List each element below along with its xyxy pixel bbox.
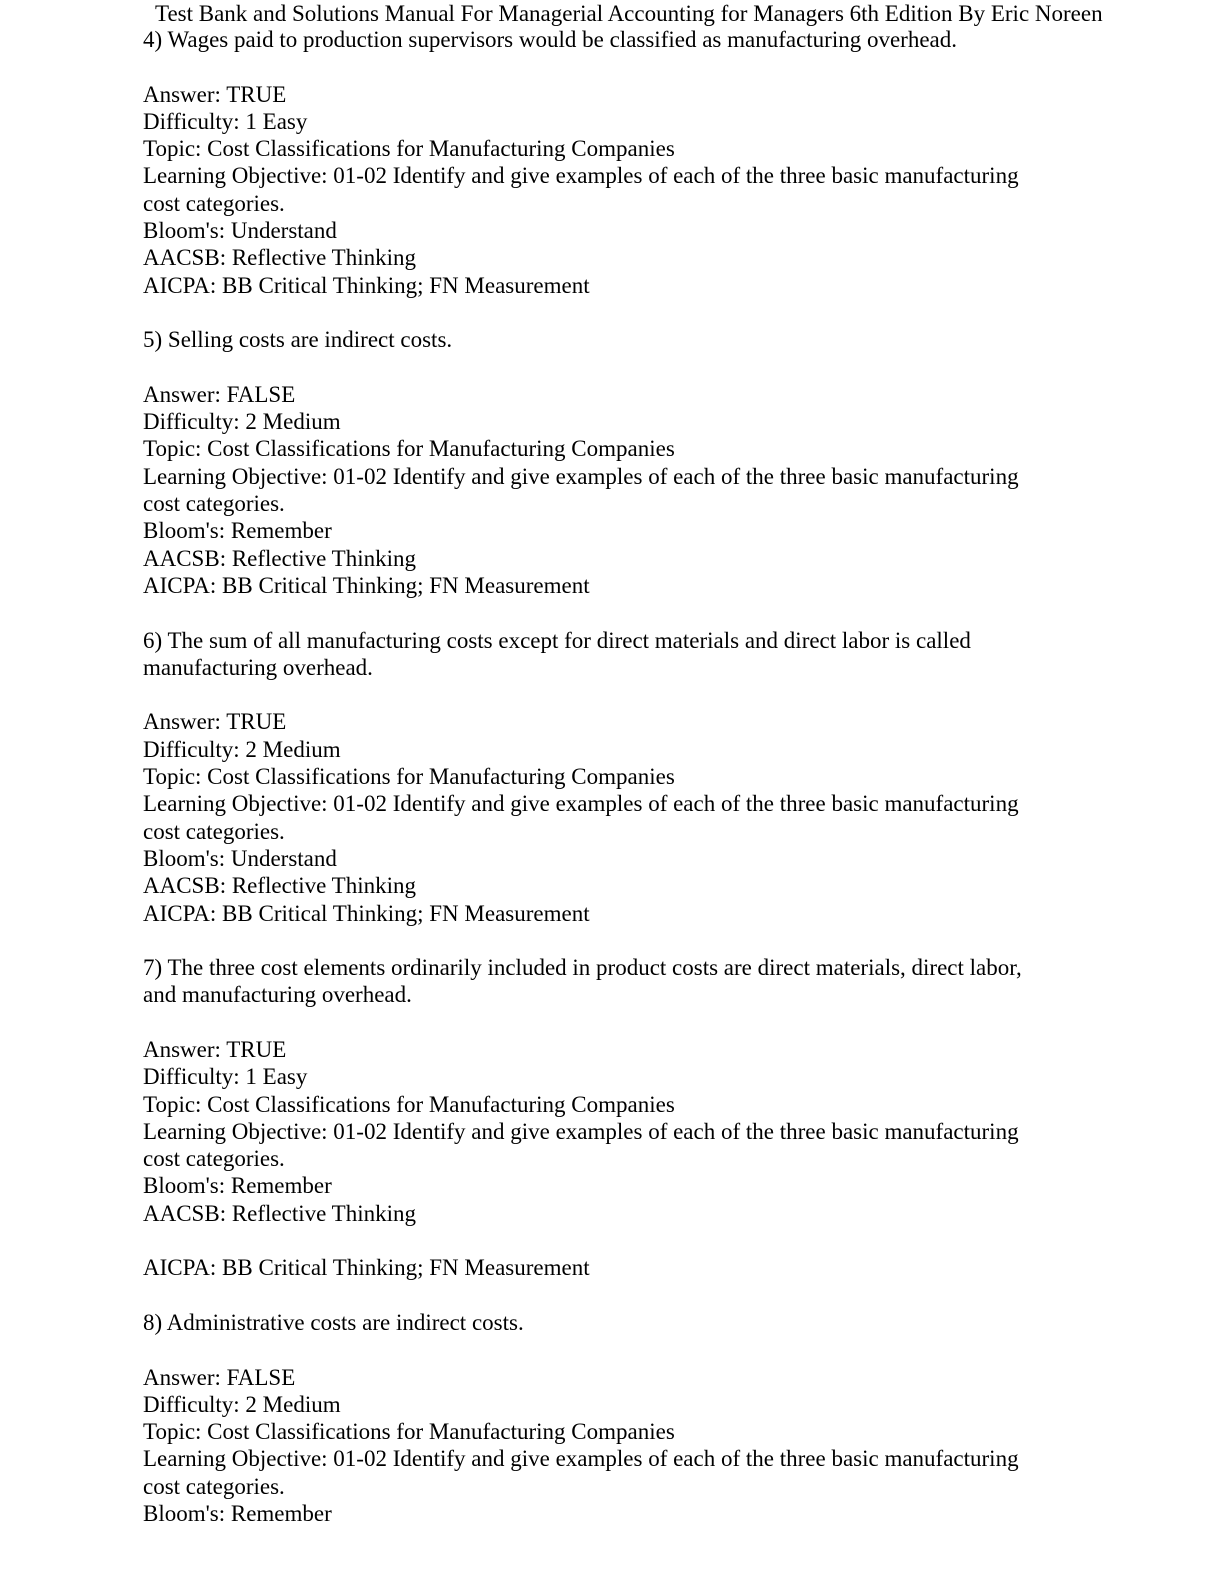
topic-line: Topic: Cost Classifications for Manufacturing Companies	[143, 1091, 675, 1117]
learning-objective-continuation: cost categories.	[143, 1473, 285, 1499]
learning-objective-continuation: cost categories.	[143, 190, 285, 216]
learning-objective-continuation: cost categories.	[143, 491, 285, 517]
spacer	[143, 1227, 1143, 1254]
topic-line: Topic: Cost Classifications for Manufacturing Companies	[143, 436, 675, 462]
answer-line: Answer: FALSE	[143, 381, 296, 407]
aacsb-line: AACSB: Reflective Thinking	[143, 245, 417, 271]
aacsb-line: AACSB: Reflective Thinking	[143, 1200, 417, 1226]
spacer	[143, 1336, 1143, 1363]
page-header: Test Bank and Solutions Manual For Managerial Accounting for Managers 6th Edition By Eric Noreen	[155, 1, 1103, 26]
difficulty-line: Difficulty: 1 Easy	[143, 1064, 308, 1090]
answer-line: Answer: TRUE	[143, 709, 287, 735]
spacer	[143, 299, 1143, 326]
topic-line: Topic: Cost Classifications for Manufacturing Companies	[143, 1419, 675, 1445]
blooms-line: Bloom's: Understand	[143, 218, 337, 244]
question-text: 7) The three cost elements ordinarily included in product costs are direct materials, direct labor,	[143, 955, 1022, 981]
learning-objective-line: Learning Objective: 01-02 Identify and give examples of each of the three basic manufacturing	[143, 1446, 1019, 1472]
blooms-line: Bloom's: Remember	[143, 1173, 332, 1199]
question-text: 4) Wages paid to production supervisors would be classified as manufacturing overhead.	[143, 27, 958, 52]
aicpa-line: AICPA: BB Critical Thinking; FN Measurement	[143, 1255, 590, 1281]
spacer	[143, 53, 1143, 80]
answer-line: Answer: TRUE	[143, 81, 287, 107]
blooms-line: Bloom's: Remember	[143, 518, 332, 544]
aacsb-line: AACSB: Reflective Thinking	[143, 545, 417, 571]
difficulty-line: Difficulty: 2 Medium	[143, 1391, 341, 1417]
difficulty-line: Difficulty: 2 Medium	[143, 736, 341, 762]
learning-objective-line: Learning Objective: 01-02 Identify and give examples of each of the three basic manufacturing	[143, 791, 1019, 817]
spacer	[143, 1009, 1143, 1036]
question-text-continuation: and manufacturing overhead.	[143, 982, 412, 1008]
question-block-7	[143, 954, 1143, 1282]
learning-objective-line: Learning Objective: 01-02 Identify and give examples of each of the three basic manufacturing	[143, 463, 1019, 489]
page-content	[143, 26, 1143, 1527]
question-block-5	[143, 326, 1143, 599]
learning-objective-line: Learning Objective: 01-02 Identify and give examples of each of the three basic manufacturing	[143, 1118, 1019, 1144]
question-block-6	[143, 627, 1143, 927]
blooms-line: Bloom's: Remember	[143, 1501, 332, 1527]
spacer	[143, 681, 1143, 708]
question-text-continuation: manufacturing overhead.	[143, 654, 373, 680]
aicpa-line: AICPA: BB Critical Thinking; FN Measurement	[143, 900, 590, 926]
aacsb-line: AACSB: Reflective Thinking	[143, 873, 417, 899]
aicpa-line: AICPA: BB Critical Thinking; FN Measurement	[143, 572, 590, 598]
spacer	[143, 927, 1143, 954]
spacer	[143, 599, 1143, 626]
difficulty-line: Difficulty: 1 Easy	[143, 108, 308, 134]
spacer	[143, 354, 1143, 381]
question-block-8	[143, 1309, 1143, 1527]
answer-line: Answer: TRUE	[143, 1036, 287, 1062]
blooms-line: Bloom's: Understand	[143, 845, 337, 871]
learning-objective-line: Learning Objective: 01-02 Identify and give examples of each of the three basic manufacturing	[143, 163, 1019, 189]
answer-line: Answer: FALSE	[143, 1364, 296, 1390]
question-text: 8) Administrative costs are indirect costs.	[143, 1309, 524, 1335]
topic-line: Topic: Cost Classifications for Manufacturing Companies	[143, 764, 675, 790]
question-block-4	[143, 26, 1143, 299]
question-text: 5) Selling costs are indirect costs.	[143, 327, 453, 353]
difficulty-line: Difficulty: 2 Medium	[143, 409, 341, 435]
spacer	[143, 1282, 1143, 1309]
learning-objective-continuation: cost categories.	[143, 818, 285, 844]
question-text: 6) The sum of all manufacturing costs except for direct materials and direct labor is called	[143, 627, 971, 653]
learning-objective-continuation: cost categories.	[143, 1146, 285, 1172]
aicpa-line: AICPA: BB Critical Thinking; FN Measurement	[143, 272, 590, 298]
topic-line: Topic: Cost Classifications for Manufacturing Companies	[143, 136, 675, 162]
